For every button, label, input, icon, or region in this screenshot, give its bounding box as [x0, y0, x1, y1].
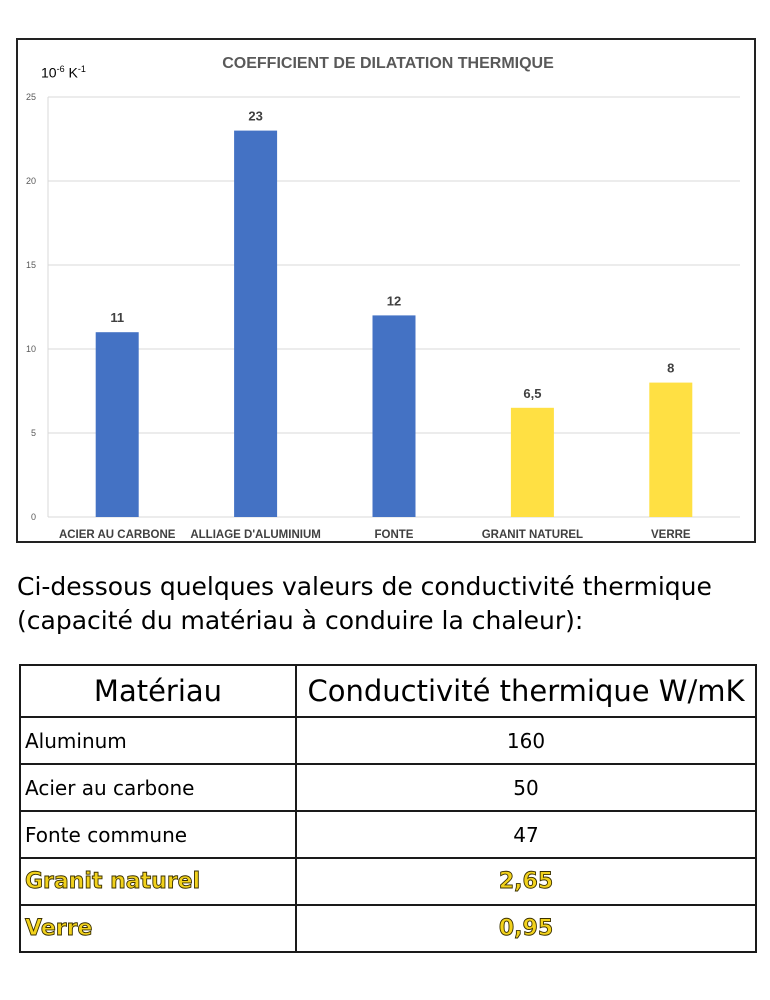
y-tick-label: 5 [30, 428, 36, 438]
conductivity-cell: 2,65 [296, 858, 756, 905]
y-tick-label: 0 [30, 512, 36, 522]
conductivity-cell: 47 [296, 811, 756, 858]
conductivity-table [19, 664, 757, 953]
y-tick-label: 10 [25, 344, 36, 354]
y-tick-label: 15 [25, 260, 36, 270]
y-tick-label: 20 [25, 176, 36, 186]
table-row [20, 811, 756, 858]
bar [373, 315, 416, 517]
category-label: ACIER AU CARBONE [58, 529, 176, 541]
material-cell: Granit naturel [20, 858, 296, 905]
y-axis-unit-label [41, 64, 86, 81]
category-label: VERRE [650, 529, 691, 541]
bar [511, 408, 554, 517]
conductivity-table-wrapper [19, 664, 757, 953]
intro-line-1: Ci-dessous quelques valeurs de conductivité thermique [17, 572, 712, 601]
chart-title: COEFFICIENT DE DILATATION THERMIQUE [222, 55, 554, 72]
chart-frame [16, 38, 756, 543]
category-label: ALLIAGE D'ALUMINIUM [190, 529, 321, 541]
conductivity-cell: 50 [296, 764, 756, 811]
intro-text [17, 570, 757, 638]
bar [234, 131, 277, 517]
data-label: 12 [386, 293, 402, 309]
conductivity-cell: 0,95 [296, 905, 756, 952]
table-row [20, 764, 756, 811]
intro-line-2: (capacité du matériau à conduire la chaleur): [17, 606, 584, 635]
unit-k: K [64, 64, 78, 81]
material-cell: Fonte commune [20, 811, 296, 858]
y-tick-label: 25 [25, 92, 36, 102]
header-material: Matériau [20, 665, 296, 717]
data-label: 8 [667, 360, 675, 376]
data-label: 11 [110, 310, 125, 326]
unit-exp-2: -1 [77, 64, 86, 74]
table-header-row [20, 665, 756, 717]
data-label: 6,5 [523, 385, 542, 401]
header-conductivity: Conductivité thermique W/mK [296, 665, 756, 717]
unit-base: 10 [41, 64, 57, 81]
bar-chart [18, 40, 754, 541]
table-row [20, 717, 756, 764]
material-cell: Aluminum [20, 717, 296, 764]
category-label: GRANIT NATUREL [481, 529, 584, 541]
bar [649, 383, 692, 517]
table-row-highlighted [20, 905, 756, 952]
unit-exp-1: -6 [56, 64, 65, 74]
conductivity-cell: 160 [296, 717, 756, 764]
material-cell: Verre [20, 905, 296, 952]
category-label: FONTE [374, 529, 414, 541]
material-cell: Acier au carbone [20, 764, 296, 811]
table-row-highlighted [20, 858, 756, 905]
bar [96, 332, 139, 517]
data-label: 23 [248, 108, 263, 124]
